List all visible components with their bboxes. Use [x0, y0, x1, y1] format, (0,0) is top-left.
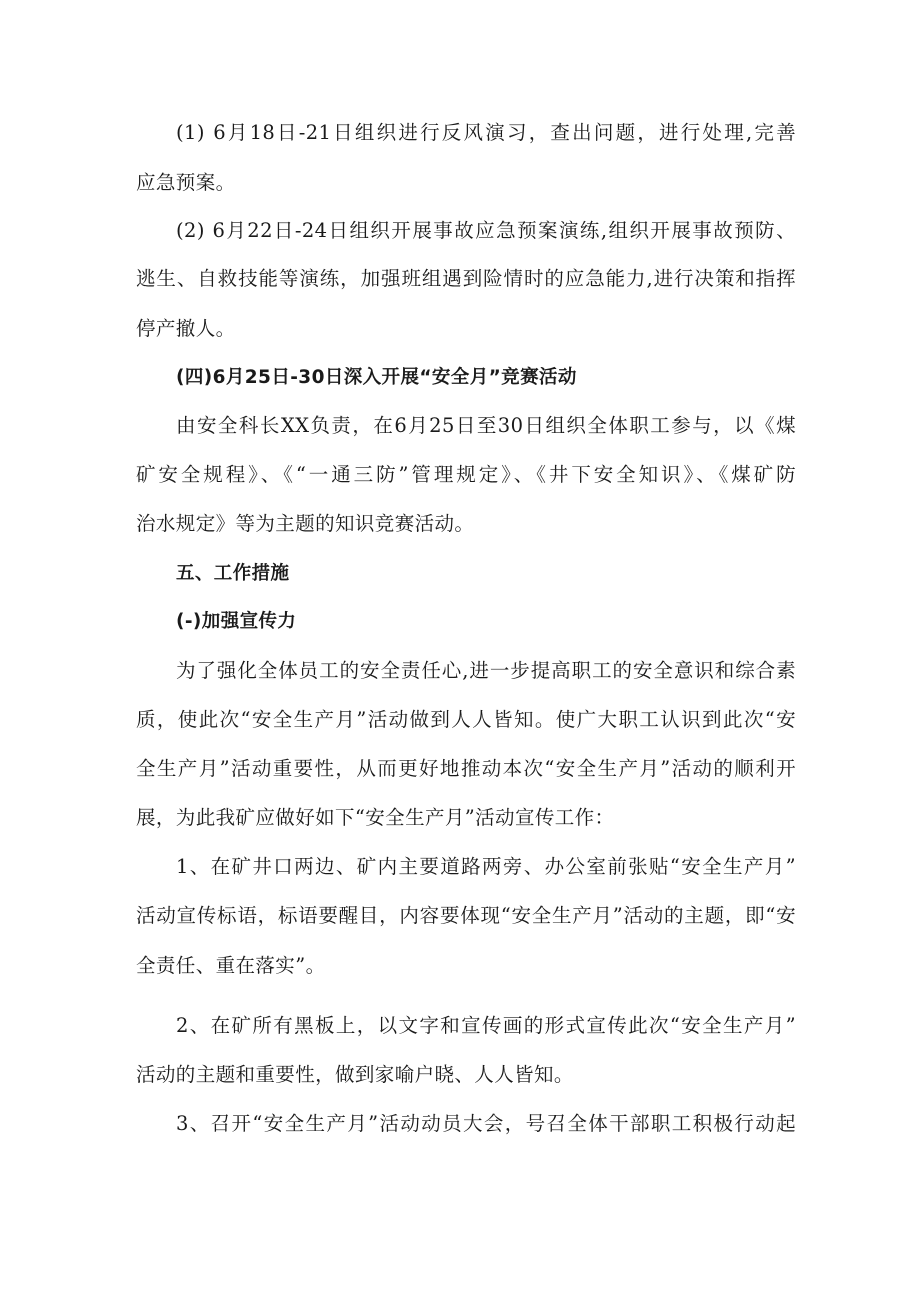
paragraph-line: 活动的主题和重要性，做到家喻户晓、人人皆知。 — [136, 1063, 574, 1086]
paragraph-line: (1) 6月18日-21日组织进行反风演习，查出问题，进行处理,完善 — [176, 121, 796, 144]
paragraph-line: 1、在矿井口两边、矿内主要道路两旁、办公室前张贴“安全生产月” — [176, 855, 796, 878]
subsection-heading: (-)加强宣传力 — [176, 611, 297, 632]
paragraph-line: (2) 6月22日-24日组织开展事故应急预案演练,组织开展事故预防、 — [176, 219, 796, 242]
paragraph-line: 矿安全规程》、《“一通三防”管理规定》、《井下安全知识》、《煤矿防 — [136, 463, 796, 486]
paragraph-line: 活动宣传标语，标语要醒目，内容要体现“安全生产月”活动的主题，即“安 — [136, 904, 796, 927]
paragraph-line: 2、在矿所有黑板上，以文字和宣传画的形式宣传此次“安全生产月” — [176, 1014, 796, 1037]
paragraph-line: 停产撤人。 — [136, 317, 236, 340]
paragraph-line: 治水规定》等为主题的知识竞赛活动。 — [136, 512, 475, 535]
paragraph-line: 3、召开“安全生产月”活动动员大会，号召全体干部职工积极行动起 — [176, 1112, 796, 1135]
paragraph-line: 展，为此我矿应做好如下“安全生产月”活动宣传工作： — [136, 806, 615, 829]
paragraph-line: 逃生、自救技能等演练，加强班组遇到险情时的应急能力,进行决策和指挥 — [136, 267, 796, 290]
paragraph-line: 质，使此次“安全生产月”活动做到人人皆知。使广大职工认识到此次“安 — [136, 708, 796, 731]
paragraph-line: 全生产月”活动重要性，从而更好地推动本次“安全生产月”活动的顺利开 — [136, 757, 796, 780]
paragraph-line: 应急预案。 — [136, 171, 236, 194]
paragraph-line: 全责任、重在落实”。 — [136, 954, 326, 977]
section-heading: (四)6月25日-30日深入开展“安全月”竞赛活动 — [176, 367, 577, 388]
paragraph-line: 由安全科长XX负责，在6月25日至30日组织全体职工参与，以《煤 — [176, 414, 796, 437]
paragraph-line: 为了强化全体员工的安全责任心,进一步提高职工的安全意识和综合素 — [176, 659, 796, 682]
section-heading: 五、工作措施 — [176, 563, 290, 584]
